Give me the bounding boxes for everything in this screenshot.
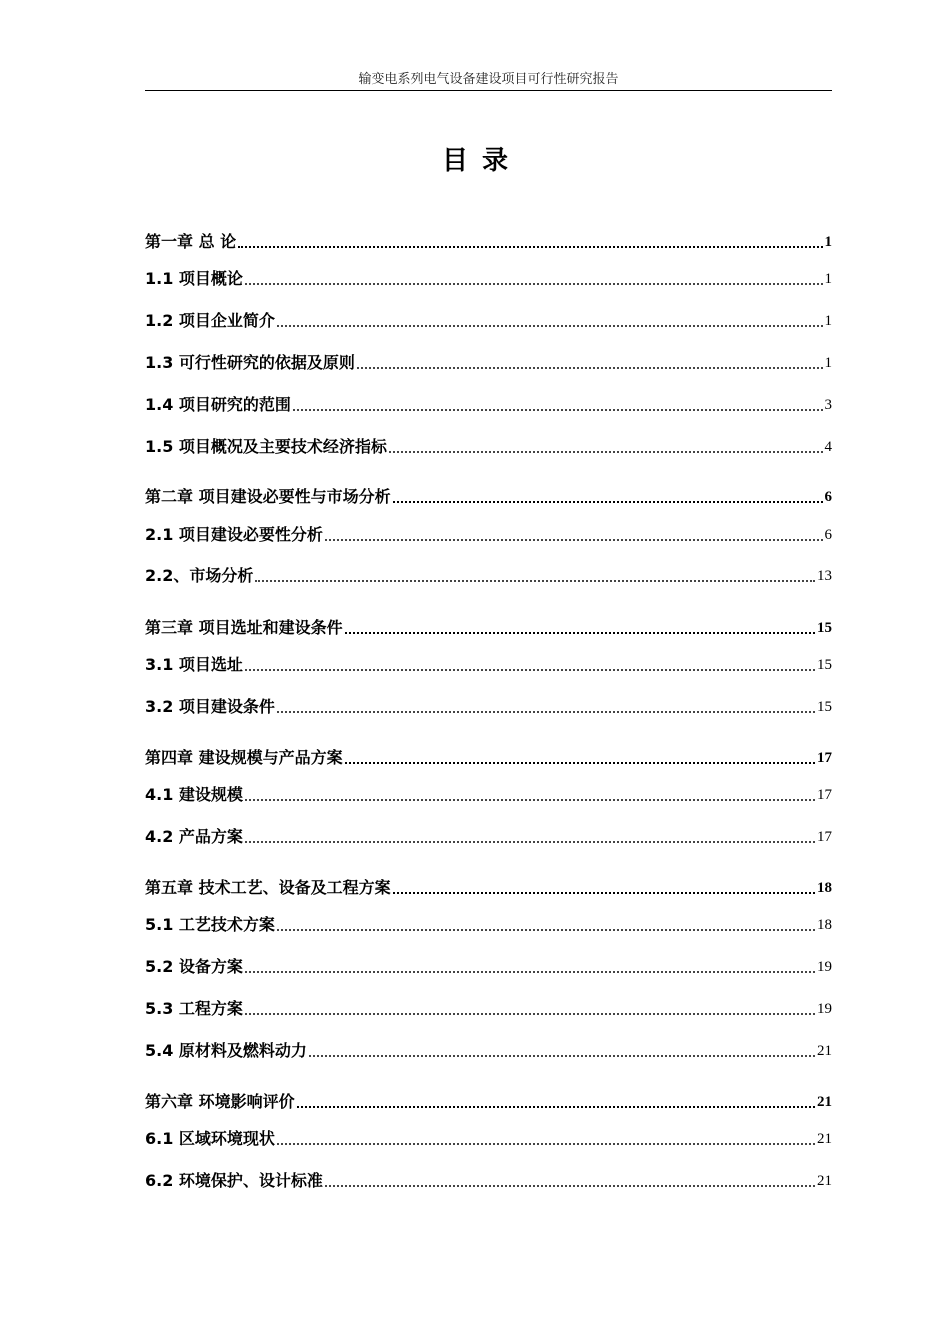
toc-entry-title: 第三章 项目选址和建设条件 <box>145 618 343 637</box>
toc-section-entry[interactable] <box>145 351 832 373</box>
toc-page-number: 3 <box>824 397 832 413</box>
toc-section-entry[interactable] <box>145 695 832 717</box>
toc-page-number: 21 <box>817 1094 832 1110</box>
header-rule <box>145 90 832 91</box>
toc-entry-title: 2.1 项目建设必要性分析 <box>145 525 323 544</box>
toc-page-number: 19 <box>817 959 832 975</box>
toc-chapter-entry[interactable] <box>145 876 832 898</box>
toc-entry-title: 1.2 项目企业简介 <box>145 311 275 330</box>
toc-section-entry[interactable] <box>145 1039 832 1061</box>
toc-page-number: 17 <box>817 787 832 803</box>
toc-page-number: 18 <box>817 880 832 896</box>
toc-entry-title: 3.1 项目选址 <box>145 655 243 674</box>
toc-entry-title: 3.2 项目建设条件 <box>145 697 275 716</box>
toc-dot-leader <box>277 711 815 713</box>
toc-dot-leader <box>245 971 815 973</box>
toc-page-number: 15 <box>817 699 832 715</box>
toc-dot-leader <box>245 283 823 285</box>
toc-entry-title: 第五章 技术工艺、设备及工程方案 <box>145 878 391 897</box>
toc-dot-leader <box>389 451 823 453</box>
toc-dot-leader <box>393 501 823 503</box>
toc-dot-leader <box>309 1055 815 1057</box>
toc-chapter-entry[interactable] <box>145 616 832 638</box>
toc-section-entry[interactable] <box>145 309 832 331</box>
toc-chapter-entry[interactable] <box>145 485 832 507</box>
toc-page-number: 17 <box>817 829 832 845</box>
toc-entry-title: 第一章 总 论 <box>145 232 237 251</box>
toc-dot-leader <box>357 367 823 369</box>
toc-dot-leader <box>255 580 815 582</box>
toc-page-number: 6 <box>824 489 832 505</box>
toc-dot-leader <box>345 632 815 634</box>
toc-section-entry[interactable] <box>145 435 832 457</box>
toc-page-number: 21 <box>817 1043 832 1059</box>
toc-section-entry[interactable] <box>145 393 832 415</box>
toc-entry-title: 第四章 建设规模与产品方案 <box>145 748 343 767</box>
toc-page-number: 19 <box>817 1001 832 1017</box>
toc-entry-title: 第二章 项目建设必要性与市场分析 <box>145 487 391 506</box>
toc-dot-leader <box>345 762 815 764</box>
toc-entry-title: 4.2 产品方案 <box>145 827 243 846</box>
toc-chapter-entry[interactable] <box>145 746 832 768</box>
toc-entry-title: 5.3 工程方案 <box>145 999 243 1018</box>
toc-dot-leader <box>245 669 815 671</box>
toc-page-number: 21 <box>817 1173 832 1189</box>
toc-page-number: 15 <box>817 657 832 673</box>
toc-section-entry[interactable] <box>145 523 832 545</box>
toc-entry-title: 5.1 工艺技术方案 <box>145 915 275 934</box>
toc-dot-leader <box>325 1185 815 1187</box>
toc-page-number: 13 <box>817 568 832 584</box>
toc-chapter-entry[interactable] <box>145 230 832 252</box>
toc-dot-leader <box>293 409 823 411</box>
toc-entry-title: 2.2、市场分析 <box>145 566 254 585</box>
toc-dot-leader <box>393 892 815 894</box>
toc-section-entry[interactable] <box>145 913 832 935</box>
toc-dot-leader <box>277 1143 815 1145</box>
toc-section-entry[interactable] <box>145 955 832 977</box>
toc-section-entry[interactable] <box>145 564 832 586</box>
toc-dot-leader <box>245 841 815 843</box>
toc-page-number: 15 <box>817 620 832 636</box>
running-header: 输变电系列电气设备建设项目可行性研究报告 <box>358 72 619 87</box>
toc-section-entry[interactable] <box>145 825 832 847</box>
toc-entry-title: 1.3 可行性研究的依据及原则 <box>145 353 355 372</box>
toc-section-entry[interactable] <box>145 1169 832 1191</box>
toc-entry-title: 4.1 建设规模 <box>145 785 243 804</box>
toc-entry-title: 第六章 环境影响评价 <box>145 1092 295 1111</box>
toc-page-number: 4 <box>824 439 832 455</box>
toc-entry-title: 1.4 项目研究的范围 <box>145 395 291 414</box>
toc-title: 目录 <box>441 146 522 176</box>
toc-dot-leader <box>245 799 815 801</box>
toc-page-number: 21 <box>817 1131 832 1147</box>
toc-dot-leader <box>277 929 815 931</box>
toc-dot-leader <box>245 1013 815 1015</box>
toc-entry-title: 5.2 设备方案 <box>145 957 243 976</box>
toc-section-entry[interactable] <box>145 267 832 289</box>
toc-page-number: 1 <box>824 271 832 287</box>
toc-page-number: 18 <box>817 917 832 933</box>
toc-page-number: 1 <box>824 355 832 371</box>
toc-chapter-entry[interactable] <box>145 1090 832 1112</box>
toc-entry-title: 1.1 项目概论 <box>145 269 243 288</box>
toc-dot-leader <box>238 246 822 248</box>
toc-dot-leader <box>325 539 823 541</box>
toc-entry-title: 5.4 原材料及燃料动力 <box>145 1041 307 1060</box>
toc-section-entry[interactable] <box>145 997 832 1019</box>
toc-dot-leader <box>297 1106 815 1108</box>
toc-entry-title: 6.2 环境保护、设计标准 <box>145 1171 323 1190</box>
toc-entry-title: 6.1 区域环境现状 <box>145 1129 275 1148</box>
toc-section-entry[interactable] <box>145 1127 832 1149</box>
toc-entry-title: 1.5 项目概况及主要技术经济指标 <box>145 437 387 456</box>
toc-section-entry[interactable] <box>145 783 832 805</box>
toc-section-entry[interactable] <box>145 653 832 675</box>
toc-dot-leader <box>277 325 823 327</box>
toc-page-number: 1 <box>824 313 832 329</box>
toc-page-number: 1 <box>824 234 832 250</box>
toc-page-number: 6 <box>824 527 832 543</box>
toc-page-number: 17 <box>817 750 832 766</box>
